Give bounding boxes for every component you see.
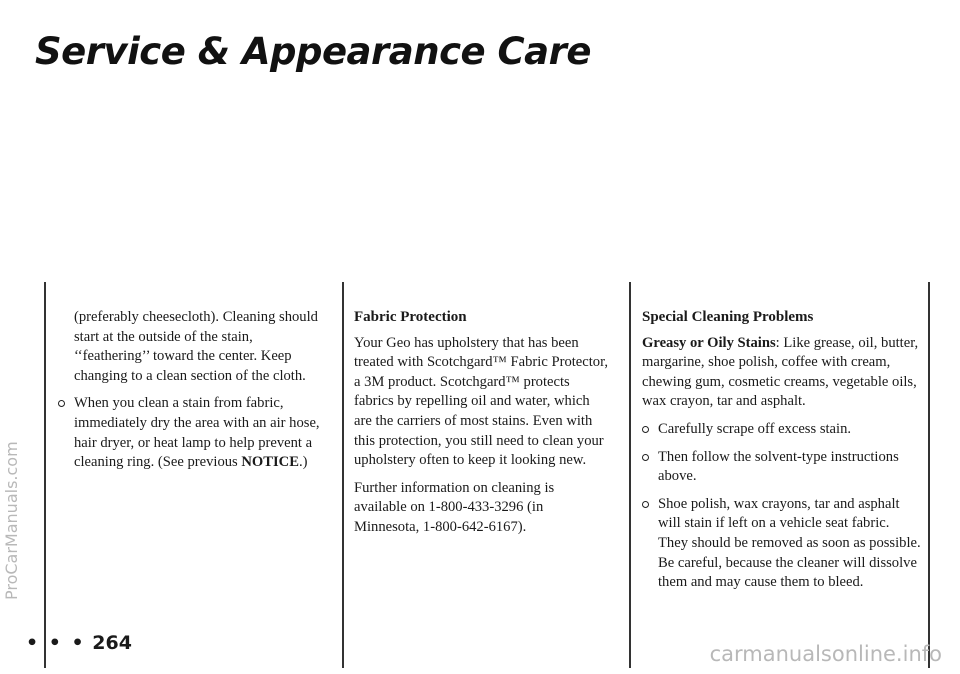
- column-rule-2: [342, 282, 344, 668]
- page-title: Service & Appearance Care: [35, 30, 591, 73]
- page-number: [26, 632, 132, 654]
- watermark-side: ProCarManuals.com: [2, 441, 21, 600]
- bullet-icon: [642, 501, 649, 508]
- section-heading-fabric-protection: Fabric Protection: [354, 309, 467, 325]
- section-heading-special-cleaning: Special Cleaning Problems: [642, 309, 814, 325]
- column-rule-4: [928, 282, 930, 668]
- page-dots: • • •: [26, 632, 86, 654]
- column-2-paragraph-2: Further information on cleaning is available on 1-800-433-3296 (in Minnesota, 1-800-642-6167).: [354, 479, 555, 535]
- bullet-icon: [642, 454, 649, 461]
- list-item: [642, 495, 922, 593]
- column-3-list: [642, 420, 922, 593]
- column-rule-3: [629, 282, 631, 668]
- bullet-icon: [642, 426, 649, 433]
- column-3: [642, 308, 922, 601]
- column-2: [354, 308, 609, 546]
- notice-reference: NOTICE: [241, 454, 299, 471]
- list-item: [642, 420, 922, 440]
- page-number-value: 264: [92, 632, 132, 654]
- list-item-text-end: .): [298, 454, 308, 471]
- list-item-text: When you clean a stain from fabric, immediately dry the area with an air hose, hair dryer, or heat lamp to help prevent a cleaning ring. (See previous: [74, 395, 320, 471]
- column-1: [74, 308, 324, 481]
- column-rule-1: [44, 282, 46, 668]
- list-item-text: Then follow the solvent-type instructions above.: [658, 448, 899, 485]
- list-item-text: Shoe polish, wax crayons, tar and asphalt will stain if left on a vehicle seat fabric. They should be removed as soon as possible. Be careful, because the cleaner will dissolve them and may cause them to bleed.: [658, 495, 921, 591]
- lead-text: : Like grease, oil, butter, margarine, shoe polish, coffee with cream, chewing gum, cosmetic creams, vegetable oils, wax crayon, tar and asphalt.: [642, 334, 919, 410]
- column-3-lead: [642, 334, 922, 412]
- column-1-list: [74, 394, 324, 472]
- list-item: [58, 394, 324, 472]
- column-1-paragraph: (preferably cheesecloth). Cleaning should start at the outside of the stain, ‘‘feathering’’ toward the center. Keep changing to a clean section of the cloth.: [74, 309, 318, 384]
- list-item-text: Carefully scrape off excess stain.: [658, 420, 852, 437]
- bullet-icon: [58, 400, 65, 407]
- list-item: [642, 448, 922, 487]
- watermark-bottom: carmanualsonline.info: [709, 642, 942, 666]
- lead-term: Greasy or Oily Stains: [642, 334, 776, 351]
- column-2-paragraph-1: Your Geo has upholstery that has been treated with Scotchgard™ Fabric Protector, a 3M product. Scotchgard™ protects fabrics by repelling oil and water, which are the carriers of most stains. Even with this protection, you still need to clean your upholstery often to keep it looking new.: [354, 334, 609, 469]
